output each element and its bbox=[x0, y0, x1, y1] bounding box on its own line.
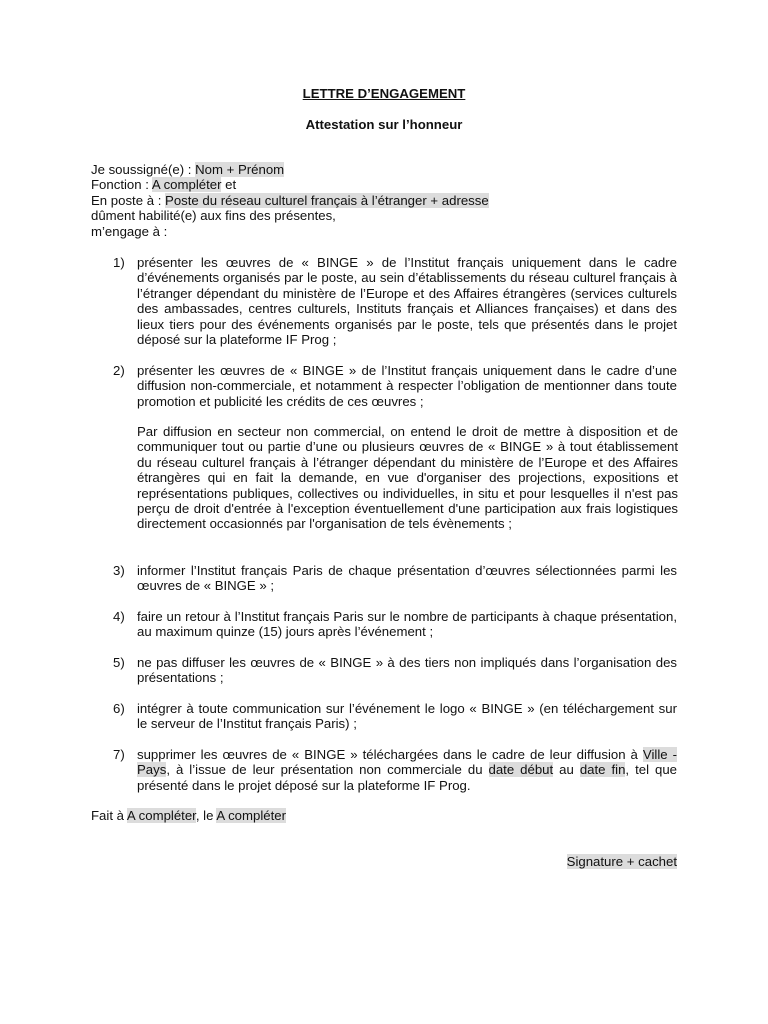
item7-text-a: supprimer les œuvres de « BINGE » téléchargées dans le cadre de leur diffusion à bbox=[137, 747, 643, 762]
item7-text-b: , à l’issue de leur présentation non commerciale du bbox=[166, 762, 489, 778]
item7-text-c: au bbox=[553, 762, 580, 778]
list-item-text: ne pas diffuser les œuvres de « BINGE » à des tiers non impliqués dans l’organisation des présentations ; bbox=[137, 655, 677, 686]
list-item-text: intégrer à toute communication sur l’événement le logo « BINGE » (en téléchargement sur le serveur de l’Institut français Paris) ; bbox=[137, 701, 677, 732]
definition-paragraph: Par diffusion en secteur non commercial, on entend le droit de mettre à disposition et de communiquer tout ou partie d’une ou plusieurs œuvres de « BINGE » à tout établissement du réseau culturel français à l’étranger dépendant du ministère de l’Europe et des Affaires étrangères qui en fait la demande, en vue d'organiser des projections, expositions et représentations publiques, collectives ou individuelles, in situ et pour lesquelles il n'est pas perçu de droit d'entrée à l'exception éventuellement d'une participation aux frais logistiques directement occasionnés par l'organisation de tels évènements ; bbox=[137, 424, 678, 532]
signature-block bbox=[567, 854, 677, 869]
list-item-text: présenter les œuvres de « BINGE » de l’Institut français uniquement dans le cadre d’une diffusion non-commerciale, et notamment à respecter l’obligation de mentionner dans toute promotion et publicité les crédits de ces œuvres ; bbox=[137, 363, 677, 409]
list-item-number: 5) bbox=[113, 655, 125, 670]
list-item-number: 4) bbox=[113, 609, 125, 624]
intro-fonction-line bbox=[91, 177, 681, 192]
list-item-number: 1) bbox=[113, 255, 125, 270]
list-item-number: 2) bbox=[113, 363, 125, 378]
signature-field[interactable]: Signature + cachet bbox=[566, 854, 677, 869]
fonction-label: Fonction : bbox=[91, 177, 152, 193]
list-item-number: 6) bbox=[113, 701, 125, 716]
intro-engage-line: m’engage à : bbox=[91, 223, 168, 239]
fait-middle: , le bbox=[195, 808, 217, 823]
date-debut-field[interactable]: date début bbox=[488, 762, 554, 778]
list-item-text: faire un retour à l’Institut français Paris sur le nombre de participants à chaque présentation, au maximum quinze (15) jours après l’événement ; bbox=[137, 609, 677, 640]
fait-prefix: Fait à bbox=[91, 808, 127, 823]
ville-pays-field[interactable]: Ville - Pays bbox=[137, 747, 677, 778]
intro-soussigne-line bbox=[91, 162, 681, 177]
intro-block bbox=[91, 162, 681, 239]
list-item-text: présenter les œuvres de « BINGE » de l’Institut français uniquement dans le cadre d’événements organisés par le poste, au sein d’établissements du réseau culturel français à l’étranger dépendant du ministère de l’Europe et des Affaires étrangères (services culturels des ambassades, centres culturels, Instituts français et Alliances françaises) et dans des lieux tiers pour des événements organisés par le poste, tels que présentés dans le projet déposé sur la plateforme IF Prog ; bbox=[137, 255, 677, 348]
document-subtitle: Attestation sur l’honneur bbox=[305, 117, 463, 132]
fait-line bbox=[91, 808, 286, 823]
intro-habilite-line: dûment habilité(e) aux fins des présentes, bbox=[91, 208, 336, 224]
soussigne-label: Je soussigné(e) : bbox=[91, 162, 196, 177]
list-item-text: informer l’Institut français Paris de chaque présentation d’œuvres sélectionnées parmi les œuvres de « BINGE » ; bbox=[137, 563, 677, 594]
list-item-text bbox=[137, 747, 677, 793]
poste-label: En poste à : bbox=[91, 192, 166, 208]
fait-lieu-field[interactable]: A compléter bbox=[126, 808, 196, 823]
list-item-number: 7) bbox=[113, 747, 125, 762]
date-fin-field[interactable]: date fin bbox=[579, 762, 626, 778]
fonction-suffix: et bbox=[221, 177, 237, 193]
fait-date-field[interactable]: A compléter bbox=[216, 808, 286, 823]
poste-field[interactable]: Poste du réseau culturel français à l’étranger + adresse bbox=[165, 192, 489, 208]
soussigne-field[interactable]: Nom + Prénom bbox=[195, 162, 285, 177]
intro-poste-line bbox=[91, 193, 681, 208]
item7-text-d: , tel que présenté dans le projet déposé sur la plateforme IF Prog. bbox=[137, 762, 677, 793]
list-item-number: 3) bbox=[113, 563, 125, 578]
fonction-field[interactable]: A compléter bbox=[151, 177, 222, 193]
document-title: LETTRE D’ENGAGEMENT bbox=[302, 86, 466, 101]
